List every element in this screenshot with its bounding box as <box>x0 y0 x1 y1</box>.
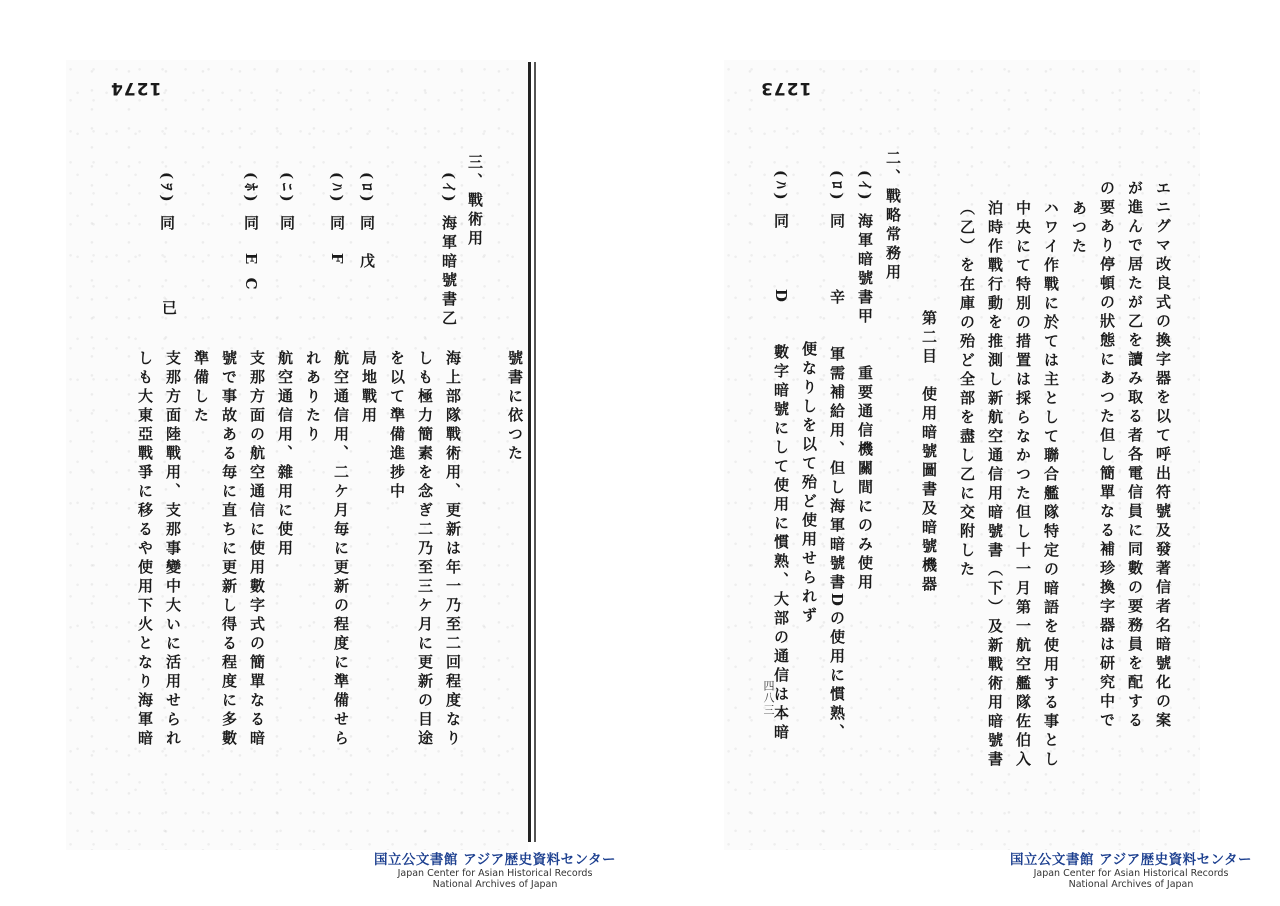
text-column: 二、戰略常務用 <box>884 150 902 283</box>
text-column: が進んで居たが乙を讀み取る者各電信員に同數の要務員を配する <box>1126 180 1144 731</box>
text-column: （乙）を在庫の殆ど全部を盡し乙に交附した <box>958 200 976 580</box>
text-column: 海上部隊戰術用、更新は年一乃至二回程度なり <box>444 350 462 749</box>
text-column: 支那方面の航空通信に使用數字式の簡單なる暗 <box>248 350 266 749</box>
text-column: (ﾛ) 同 戊 <box>358 172 376 272</box>
archive-name-jp: 国立公文書館 アジア歴史資料センター <box>373 852 617 868</box>
text-column: 航空通信用、雜用に使用 <box>276 350 294 559</box>
text-column: (ﾎ) 同 E C <box>242 172 260 294</box>
text-column: (ﾊ) 同 D 數字暗號にして使用に慣熟、大部の通信は本暗 <box>772 170 790 743</box>
right-page <box>724 60 1200 850</box>
left-page <box>66 60 528 850</box>
text-column: (ｲ) 海軍暗號書乙 <box>440 172 458 329</box>
archive-name-en: Japan Center for Asian Historical Records <box>1033 868 1229 879</box>
archive-name-en-sub: National Archives of Japan <box>1068 879 1194 890</box>
text-column: 號で事故ある毎に直ちに更新し得る程度に多數 <box>220 350 238 749</box>
margin-note: 四八三 <box>762 680 775 716</box>
archive-watermark <box>350 848 640 890</box>
text-column: 航空通信用、二ケ月毎に更新の程度に準備せら <box>332 350 350 749</box>
text-column: 已 <box>160 300 178 319</box>
text-column: 號書に依つた <box>506 350 524 464</box>
text-column: ハワイ作戰に於ては主として聯合艦隊特定の暗語を使用する事とし <box>1042 200 1060 770</box>
page-number-right: 1273 <box>760 78 812 98</box>
text-column: 中央にて特別の措置は採らなかつた但し十一月第一航空艦隊佐伯入 <box>1014 200 1032 770</box>
text-column: を以て準備進捗中 <box>388 350 406 502</box>
text-column: 三、戰術用 <box>466 154 484 249</box>
text-column: 泊時作戰行動を推測し新航空通信用暗號書（下）及新戰術用暗號書 <box>986 200 1004 770</box>
text-column: 第二目 使用暗號圖書及暗號機器 <box>920 310 938 595</box>
archive-watermark <box>986 848 1276 890</box>
archive-name-en-sub: National Archives of Japan <box>432 879 558 890</box>
text-column: 局地戰用 <box>360 350 378 426</box>
text-column: (ﾛ) 同 辛 軍需補給用、但し海軍暗號書Dの使用に慣熟、 <box>828 170 846 743</box>
text-column: あつた <box>1070 200 1088 257</box>
text-column: 準備した <box>192 350 210 426</box>
archive-name-jp: 国立公文書館 アジア歴史資料センター <box>1009 852 1253 868</box>
text-column: 便なりしを以て殆ど使用せられず <box>800 170 818 626</box>
text-column: の要あり停頓の狀態にあつた但し簡單なる補珍換字器は研究中で <box>1098 180 1116 731</box>
text-column: (ﾊ) 同 F <box>328 172 346 268</box>
page-number-left: 1274 <box>110 78 162 98</box>
archive-name-en: Japan Center for Asian Historical Records <box>397 868 593 879</box>
text-column: 支那方面陸戰用、支那事變中大いに活用せられ <box>164 350 182 749</box>
text-column: しも大東亞戰爭に移るや使用下火となり海軍暗 <box>136 350 154 749</box>
book-spine <box>528 62 536 842</box>
text-column: しも極力簡素を念ぎ二乃至三ケ月に更新の目途 <box>416 350 434 749</box>
text-column: エニグマ改良式の換字器を以て呼出符號及發著信者名暗號化の案 <box>1154 180 1172 731</box>
text-column: (ｲ) 海軍暗號書甲 重要通信機關間にのみ使用 <box>856 170 874 593</box>
text-column: (ｦ) 同 <box>158 172 176 234</box>
text-column: (ﾆ) 同 <box>278 172 296 234</box>
text-column: れありたり <box>304 350 322 445</box>
